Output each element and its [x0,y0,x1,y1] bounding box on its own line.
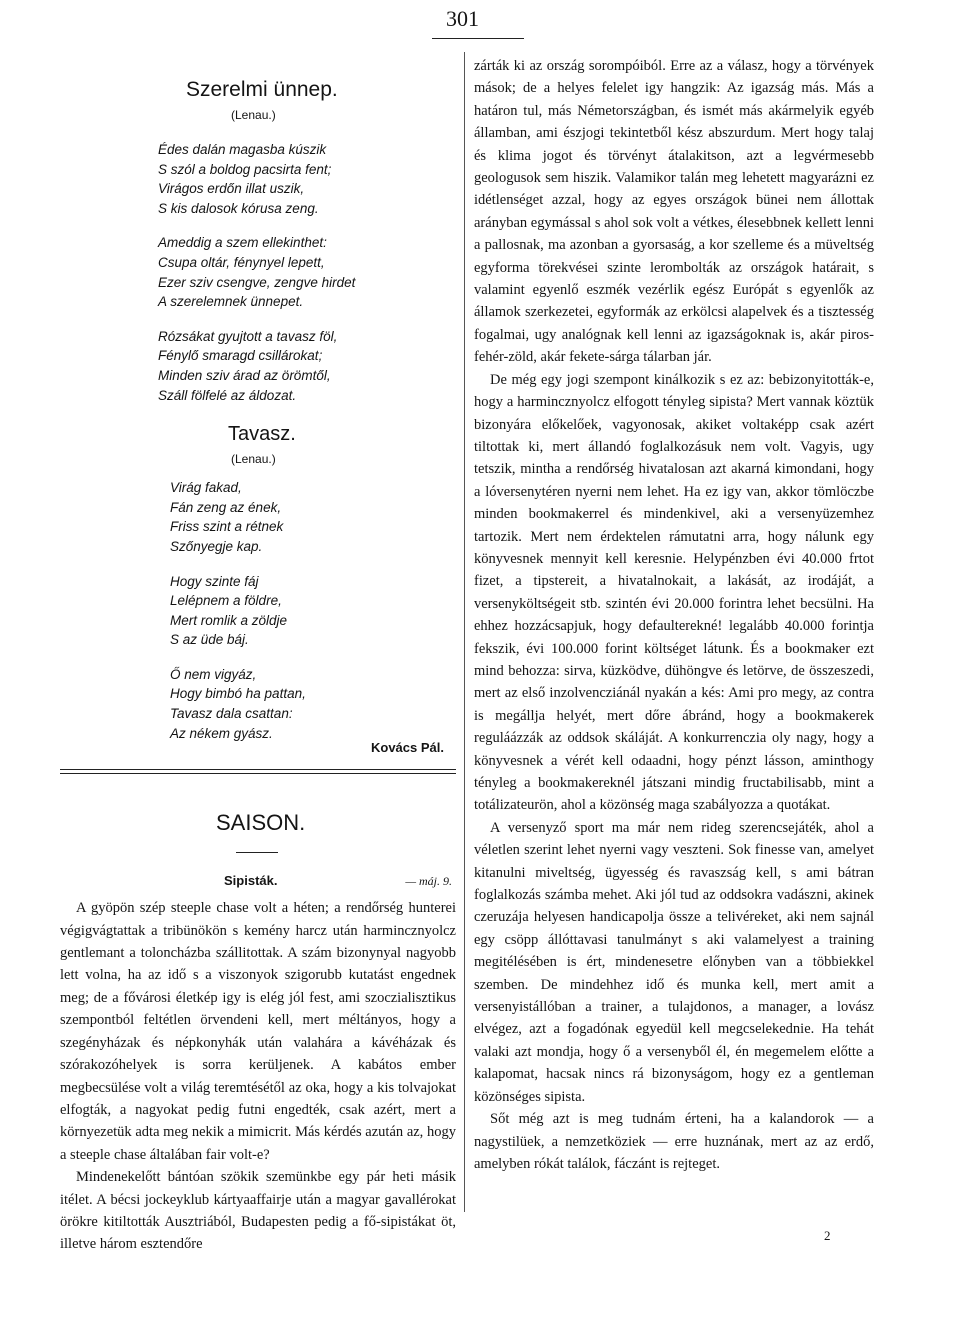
article-body [60,897,456,1256]
stanza [158,327,456,405]
verse-line: A szerelemnek ünnepet. [158,294,304,310]
page-number: 301 [446,6,479,31]
verse-line: Hogy bimbó ha pattan, [170,686,306,702]
verse-line: Ő nem vigyáz, [170,666,257,682]
verse-line: Hogy szinte fáj [170,573,259,589]
article-title: Sipisták. [224,873,278,889]
verse-line: Virágos erdőn illat uszik, [158,181,305,197]
verse-line: S kis dalosok kórusa zeng. [158,200,319,216]
right-column [474,55,874,1175]
verse-line: Az nékem gyász. [170,725,273,741]
paragraph: zárták ki az ország sorompóiból. Erre az a válasz, hogy a törvények mások; de a helyes felelet igy hangzik: Az igazság más. Más a határon tul, más Németországban, és ismét más akármelyik egyéb államban, ami észjogi tekintetből kész abszurdum. Mert hogy talaj és klima jogot és törvényt átalakitson, azt a legvérmesebb geologusok sem hiszik. Valamikor talán meg lehetett magyarázni ez idétlenséget azzal, hogy az egyes országok bünei nem állottak arányban egymással s ahol sok volt a vétkes, élesebbnek kellett lenni a pallosnak, ma azonban a gyorsaság, a kor szelleme és a müveltség egyforma törekvései szinte lerombolták az országok határait, s valamint egyenlő eszmék vezérlik egész Európát s egyenlők az államok szerkezetei, egyformák az erkölcsi alapelvek és a tisztesség fogalmai, ugy analógnak kell lenni az igazságoknak is, akár piros-fehér-zöld, akár fekete-sárga tálarban jár. [474,58,874,366]
paragraph: Sőt még azt is meg tudnám érteni, ha a kalandorok — a nagystilüek, a nemzetköziek — erre huznának, mert az az erdő, amelyben rókát találok, fáczánt is rejteget. [474,1111,874,1172]
left-column [60,62,456,1256]
dateline: — máj. 9. [405,874,452,889]
poem2-author: (Lenau.) [231,452,276,467]
poem-author: (Lenau.) [231,108,276,122]
poem-body [60,140,456,405]
poem-signature: Kovács Pál. [371,740,444,756]
poem2-body [60,478,456,743]
stanza [158,140,456,218]
verse-line: Csupa oltár, fénynyel lepett, [158,254,325,270]
stanza [158,233,456,311]
verse-line: Tavasz dala csattan: [170,706,293,722]
verse-line: Szőnyegje kap. [170,538,263,554]
paragraph: Mindenekelőtt bántóan szökik szemünkbe egy pár heti másik itélet. A bécsi jockeyklub kártyaaffairje után a magyar gavallérokat örökre kitiltották Ausztriából, Budapesten pedig a fő-sipistákat öt, illetve három esztendőre [60,1169,456,1253]
verse-line: Minden sziv árad az örömtől, [158,367,331,383]
paragraph: A versenyző sport ma már nem rideg szerencsejáték, ahol a véletlen szerint lehet nyerni vagy veszteni. Sok finesse van, amelyet kitanulni miveltség, ügyesség és ravaszság kell, s ami bátran foglalkozás számba mehet. Aki jól tud az oddsokra vadászni, akinek czeruzája helyesen handicapolja össze a telivéreket, aki nem sajnál egy csöpp állóttavasi tanulmányt s aki valamelyest a training megitélésében is ért, mindenesetre előnyben van a többiekkel szemben. De mindehhez idő és munka kell, mert amit a versenyistállóban a trainer, a tulajdonos, a manager, a lovász elvégez, azt a fogadónak egyedül kell megcselekednie. Ha tehát valaki azt mondja, hogy ő a versenyből él, én megemelem előtte a kalapomat, hacsak nincs rá bizonyságom, hogy ez a gentleman közönséges sipista. [474,819,874,1105]
paragraph: A gyöpön szép steeple chase volt a héten; a rendőrség hunterei végigvágtattak a tribünökön s kemény harcz után harmincznyolcz gentlemant a toloncházba szállitottak. A szám bizonynyal nagyobb lett volna, ha az idő s a viszonyok szigorubb kutatást engednek meg; de a fővárosi életkép igy is elég jól fest, ami szoczialisztikus szempontból feltétlen örvendeni kell, mert méltányos, hogy a szegényházak és népkonyhák után valahára a kávéházak és szórakozóhelyek is sorra kerüljenek. A kabátos ember megbecsülése volt a világ teremtésétől az oka, hogy a kis tolvajokat elfogták, a nagyokat pedig futni engedték, csak azért, mert a környezetük adta meg nekik a mimicrit. Más kérdés azután az, hogy a steeple chase általában fair volt-e? [60,900,456,1163]
verse-line: Rózsákat gyujtott a tavasz föl, [158,328,338,344]
stanza [170,478,456,556]
verse-line: S szól a boldog pacsirta fent; [158,161,332,177]
poem2-title: Tavasz. [228,423,296,446]
verse-line: Száll fölfelé az áldozat. [158,387,297,403]
signature-mark: 2 [824,1228,831,1243]
stanza [170,665,456,743]
verse-line: Friss szint a rétnek [170,519,284,535]
verse-line: Virág fakad, [170,480,242,496]
title-rule [236,852,278,853]
verse-line: Lelépnem a földre, [170,593,282,609]
verse-line: Édes dalán magasba kúszik [158,142,327,157]
stanza [170,572,456,650]
verse-line: Fán zeng az ének, [170,499,282,515]
section-divider [60,769,456,774]
verse-line: Fénylő smaragd csillárokat; [158,348,323,364]
verse-line: S az üde báj. [170,632,249,648]
verse-line: Ezer sziv csengve, zengve hirdet [158,274,356,290]
poem-title: Szerelmi ünnep. [186,78,338,101]
header-rule [432,38,524,39]
paragraph: De még egy jogi szempont kinálkozik s ez az: bebizonyitották-e, hogy a harmincznyolcz elfogott tényleg sipista? Mert vannak köztük bizonyára előkelőek, vagyonosak, akiket voltaképp csak azért tiltottak ki, mert állandó foglalkozásuk nem volt. Vagyis, ugy tetszik, mintha a rendőrség hivatalosan azt akarná kimondani, hogy a lóversenytéren nyerni nem lehet. Ha ez igy van, akkor tömlöczbe minden bookmakerrel és mindenkivel, aki a versenyüzemhez tartozik. Mert nem érdektelen rámutatni arra, hogy nálunk egy könyvesnek mennyit kell keresnie. Helypénzben évi 40.000 frtot fizet, a tipstereit, a hivatalnokait, a lakását, az irodáját, a versenyköltségeit stb. szintén évi 20.000 forintra lehet becsülni. Ha ehhez hozzácsapjuk, hogy defaulterekné! legalább 40.000 forintja fekszik, évi 100.000 forint költséget látunk. És a bookmaker ezt mind behozza: sirva, küzködve, dühöngve és letörve, de összeszedi, mert az első inzolvencziánál nyakán a kés: Ami pro megy, az contra is megállja helyét, mert dőre ábránd, hogy a bookmakerek reguláázzák az oddsok skáláját. A konkurrenczia oly nagy, hogy a könyvesnek a vérét kell odaadni, hogy pénzt lásson, aminthogy tényleg a bookmakereknél játszani mindig fructabilisabb, mint a totálizateurön, ahol a közönség maga szabályozza a quotákat. [474,371,874,814]
section-title: SAISON. [216,810,306,836]
verse-line: Mert romlik a zöldje [170,612,288,628]
column-divider [464,52,465,1212]
verse-line: Ameddig a szem ellekinthet: [158,235,327,251]
